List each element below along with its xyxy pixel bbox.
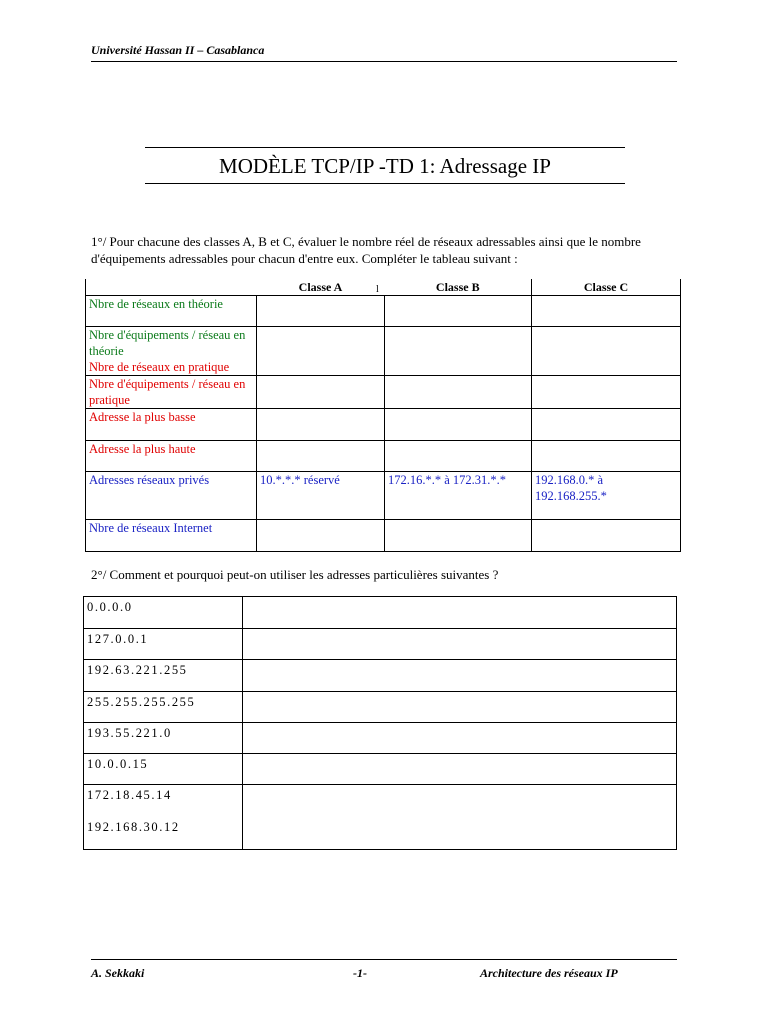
- cell-classe-c: [532, 409, 681, 441]
- table-row: [86, 472, 681, 520]
- footer-course-title: Architecture des réseaux IP: [480, 966, 618, 980]
- address-cell: 255.255.255.255: [84, 692, 243, 723]
- cell-classe-a: [257, 376, 385, 409]
- cell-classe-c: [532, 520, 681, 552]
- table-header-row: [86, 279, 681, 296]
- column-header-classe-c: Classe C: [532, 279, 681, 296]
- answer-cell: [243, 629, 677, 660]
- cell-classe-b: 172.16.*.* à 172.31.*.*: [385, 472, 532, 520]
- address-192-168: 192.168.30.12: [87, 820, 180, 834]
- address-cell: 0.0.0.0: [84, 597, 243, 629]
- row-label-reseaux-theorie: Nbre de réseaux en théorie: [86, 296, 257, 327]
- classes-table: [85, 279, 681, 552]
- table-row: [86, 376, 681, 409]
- address-cell: 10.0.0.15: [84, 754, 243, 785]
- cell-classe-c: [532, 376, 681, 409]
- address-cell: 127.0.0.1: [84, 629, 243, 660]
- answer-cell: [243, 754, 677, 785]
- cell-classe-a: [257, 409, 385, 441]
- column-header-classe-a: Classe A: [298, 280, 343, 294]
- footer-page-number: -1-: [353, 966, 367, 980]
- cell-classe-b: [385, 327, 532, 376]
- address-cell: 192.63.221.255: [84, 660, 243, 692]
- row-label-adresses-privees: Adresses réseaux privés: [86, 472, 257, 520]
- table-row: [86, 327, 681, 376]
- answer-cell: [243, 785, 677, 850]
- cell-classe-a: [257, 327, 385, 376]
- header-separator-mark: l: [376, 284, 379, 295]
- answer-cell: [243, 660, 677, 692]
- cell-classe-a: 10.*.*.* réservé: [257, 472, 385, 520]
- address-cell-pair: [84, 785, 243, 850]
- cell-classe-b: [385, 409, 532, 441]
- cell-classe-c: [532, 327, 681, 376]
- table-row: [84, 692, 677, 723]
- answer-cell: [243, 597, 677, 629]
- cell-classe-b: [385, 520, 532, 552]
- row-label-adresse-basse: Adresse la plus basse: [86, 409, 257, 441]
- table-corner-cell: [86, 279, 257, 296]
- cell-classe-b: [385, 376, 532, 409]
- address-172-18: 172.18.45.14: [87, 788, 172, 802]
- cell-classe-c: [532, 441, 681, 472]
- table-row: [84, 629, 677, 660]
- table-row: [86, 520, 681, 552]
- footer-author: A. Sekkaki: [91, 966, 145, 980]
- footer-rule: [91, 959, 677, 960]
- title-rule-top: [145, 147, 625, 148]
- address-cell: 193.55.221.0: [84, 723, 243, 754]
- university-header: Université Hassan II – Casablanca: [91, 43, 265, 57]
- answer-cell: [243, 723, 677, 754]
- table-row: [84, 754, 677, 785]
- table-row: [84, 723, 677, 754]
- table-row: [84, 597, 677, 629]
- question-2-text: 2°/ Comment et pourquoi peut-on utiliser les adresses particulières suivantes ?: [91, 567, 499, 582]
- answer-cell: [243, 692, 677, 723]
- row-label-equipements-pratique: Nbre d'équipements / réseau en pratique: [86, 376, 257, 409]
- row-label-reseaux-pratique: Nbre de réseaux en pratique: [89, 360, 230, 374]
- title-rule-bottom: [145, 183, 625, 184]
- page-title: MODÈLE TCP/IP -TD 1: Adressage IP: [219, 154, 551, 178]
- row-label-equipements-theorie: Nbre d'équipements / réseau en théorie: [89, 328, 246, 358]
- row-label-adresse-haute: Adresse la plus haute: [86, 441, 257, 472]
- addresses-table: [83, 596, 677, 850]
- table-row: [84, 660, 677, 692]
- column-header-classe-b: Classe B: [385, 279, 532, 296]
- cell-classe-c: 192.168.0.* à 192.168.255.*: [532, 472, 681, 520]
- header-rule: [91, 61, 677, 62]
- table-row: [86, 296, 681, 327]
- cell-classe-c: [532, 296, 681, 327]
- table-row: [84, 785, 677, 850]
- cell-classe-a: [257, 296, 385, 327]
- cell-classe-a: [257, 441, 385, 472]
- table-row: [86, 409, 681, 441]
- question-1-text: 1°/ Pour chacune des classes A, B et C, évaluer le nombre réel de réseaux adressables ainsi que le nombre d'équipements adressables pour chacun d'entre eux. Compléter le tableau suivant :: [91, 234, 641, 266]
- cell-classe-b: [385, 441, 532, 472]
- cell-classe-a: [257, 520, 385, 552]
- table-row: [86, 441, 681, 472]
- row-label-cell-equipements-theorie: [86, 327, 257, 376]
- cell-classe-b: [385, 296, 532, 327]
- row-label-reseaux-internet: Nbre de réseaux Internet: [86, 520, 257, 552]
